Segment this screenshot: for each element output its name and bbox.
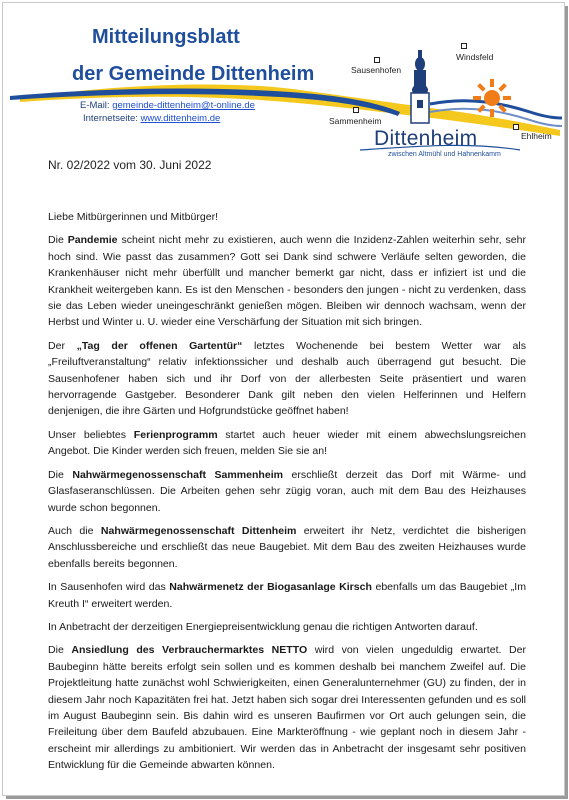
email-label: E-Mail: — [80, 100, 113, 111]
place-windsfeld: Windsfeld — [456, 52, 494, 62]
page-shadow-bottom — [6, 796, 568, 799]
paragraph-nahwaerme-dittenheim: Auch die Nahwärmegenossenschaft Dittenheim erweitert ihr Netz, verdichtet die bisherigen Anschlussbereiche und erschließt das neue Baugebiet. Mit dem Bau des zweiten Heizhauses wurde ebenfalls bereits begonnen. — [48, 524, 526, 570]
sun-icon — [473, 79, 511, 117]
website-line — [83, 113, 220, 124]
paragraph-biogasanlage: In Sausenhofen wird das Nahwärmenetz der Biogasanlage Kirsch ebenfalls um das Baugebiet „Im Kreuth I“ erweitert werden. — [48, 581, 526, 610]
place-sammenheim: Sammenheim — [329, 116, 382, 126]
place-marker — [513, 124, 519, 130]
place-marker — [353, 107, 359, 113]
place-marker — [374, 57, 380, 63]
website-label: Internetseite: — [83, 113, 141, 124]
paragraph-ferienprogramm: Unser beliebtes Ferienprogramm startet auch heuer wieder mit einem abwechslungsreichen Angebot. Die Kinder werden sich freuen, melden Sie sie an! — [48, 428, 527, 458]
paragraph-nahwaerme-sammenheim: Die Nahwärmegenossenschaft Sammenheim erschließt derzeit das Dorf mit Wärme- und Glasfaseranschlüssen. Die Arbeiten gehen sehr zügig voran, auch mit dem Bau des Heizhauses wurde schon begonnen. — [48, 468, 526, 514]
place-sausenhofen: Sausenhofen — [351, 65, 402, 75]
logo-dittenheim: Dittenheim — [374, 127, 478, 150]
paragraph-netto: Die Ansiedlung des Verbrauchermarktes NETTO wird von vielen ungeduldig erwartet. Der Baubeginn hätte bereits erfolgt sein sollen und es kommen deshalb bei manchem Zweifel auf. Die Projektleitung hatte zunächst wohl Schwierigkeiten, einen Generalunternehmer (GU) zu finden, der in diesem Jahr noch Kapazitäten frei hat. Jetzt haben sich sogar drei Interessenten gefunden und es soll im August Baubeginn sein. Bis dahin wird es unseren Baufirmen vor Ort auch gelungen sein, die Freileitung über dem Baufeld abzubauen. Eine Markteröffnung - wie geplant noch in diesem Jahr - erscheint mir allerdings zu ambitioniert. Wir werden das in Anbetracht der insgesamt sehr positiven Entwicklung für die Gemeinde abwarten können. — [48, 644, 526, 772]
paragraph-gartentuer: Der „Tag der offenen Gartentür“ letztes Wochenende bei bestem Wetter war als „Freiluftveranstaltung“ relativ infektionssicher und deshalb auch überragend gut besucht. Die Sausenhofener haben sich und ihr Dorf von der allerbesten Seite präsentiert und waren hervorragende Gastgeber. Besonderer Dank gilt neben den vielen Helferinnen und Helfern denjenigen, die ihre Gärten und Hofgrundstücke geöffnet haben! — [48, 339, 526, 418]
paragraph-pandemie: Die Pandemie scheint nicht mehr zu existieren, auch wenn die Inzidenz-Zahlen weiterhin sehr, sehr hoch sind. Wie passt das zusammen? Gott sei Dank sind schwere Verläufe selten geworden, die Krankenhäuser nicht mehr überfüllt und mancher bemerkt gar nicht, dass er infiziert ist und die Krankheit weitergeben kann. Es ist den Menschen - besonders den jungen - nicht zu verdenken, dass sie das Leben wieder uneingeschränkt genießen mögen. Bleiben wir dennoch wachsam, wenn der Herbst und Winter u. U. wieder eine Verschärfung der Situation mit sich bringen. — [48, 234, 526, 329]
newsletter-subtitle: der Gemeinde Dittenheim — [72, 63, 315, 85]
website-link[interactable]: www.dittenheim.de — [140, 113, 221, 124]
church-tower-icon — [411, 50, 429, 123]
logo-tagline: zwischen Altmühl und Hahnenkamm — [388, 151, 501, 158]
letter-body — [48, 209, 526, 781]
newsletter-title: Mitteilungsblatt — [92, 26, 240, 48]
issue-date: Nr. 02/2022 vom 30. Juni 2022 — [48, 158, 212, 172]
greeting: Liebe Mitbürgerinnen und Mitbürger! — [48, 211, 219, 223]
email-line — [80, 100, 255, 111]
place-marker — [461, 43, 467, 49]
email-link[interactable]: gemeinde-dittenheim@t-online.de — [112, 100, 255, 111]
place-ehlheim: Ehlheim — [521, 131, 552, 141]
paragraph-energiepreise: In Anbetracht der derzeitigen Energiepreisentwicklung genau die richtigen Antworten darauf. — [48, 620, 478, 633]
